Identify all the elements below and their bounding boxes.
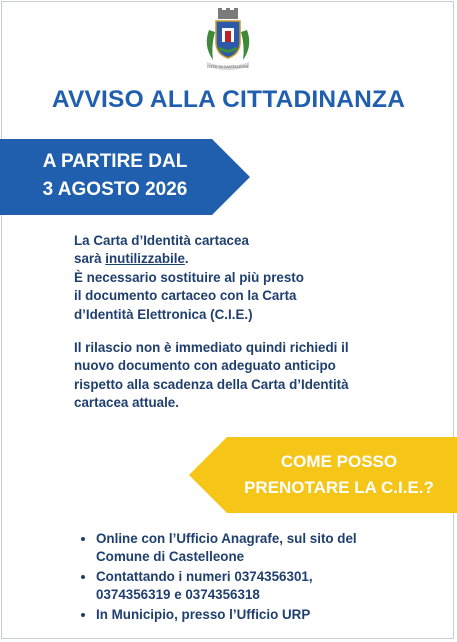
notice-line: il documento cartaceo con la Carta: [74, 288, 297, 304]
notice-line: La Carta d’Identità cartacea: [74, 233, 249, 248]
notice-line: Il rilascio non è immediato quindi richiedi il: [74, 340, 349, 355]
notice-line: È necessario sostituire al più presto: [74, 269, 304, 285]
question-banner: [189, 437, 457, 513]
crest-motto: CITTA' DI CASTELLEONE: [207, 65, 249, 69]
date-banner-line2: 3 AGOSTO 2026: [42, 179, 188, 200]
booking-methods-list: [76, 530, 436, 625]
question-banner-line1: COME POSSO: [280, 452, 398, 471]
notice-paragraph-2: [74, 339, 404, 413]
list-item: • Online con l’Ufficio Anagrafe, sul sito del Comune di Castelleone: [96, 530, 436, 567]
list-item: • In Municipio, presso l’Ufficio URP: [96, 606, 436, 624]
notice-underlined-word: inutilizzabile: [105, 251, 185, 267]
date-banner: [0, 139, 250, 215]
notice-paragraph-1: [74, 232, 404, 324]
notice-line: sarà inutilizzabile.: [74, 251, 189, 267]
notice-line: d’Identità Elettronica (C.I.E.): [74, 306, 253, 322]
question-banner-line2: PRENOTARE LA C.I.E.?: [244, 478, 434, 497]
date-banner-line1: A PARTIRE DAL: [42, 151, 188, 172]
notice-line: cartacea attuale.: [74, 395, 179, 411]
coat-of-arms-icon: [199, 8, 257, 74]
list-item: • Contattando i numeri 0374356301, 0374356319 e 0374356318: [96, 568, 436, 605]
notice-line: nuovo documento con adeguato anticipo: [74, 358, 336, 374]
notice-line: rispetto alla scadenza della Carta d’Identità: [74, 376, 349, 392]
page-title: AVVISO ALLA CITTADINANZA: [51, 86, 406, 113]
